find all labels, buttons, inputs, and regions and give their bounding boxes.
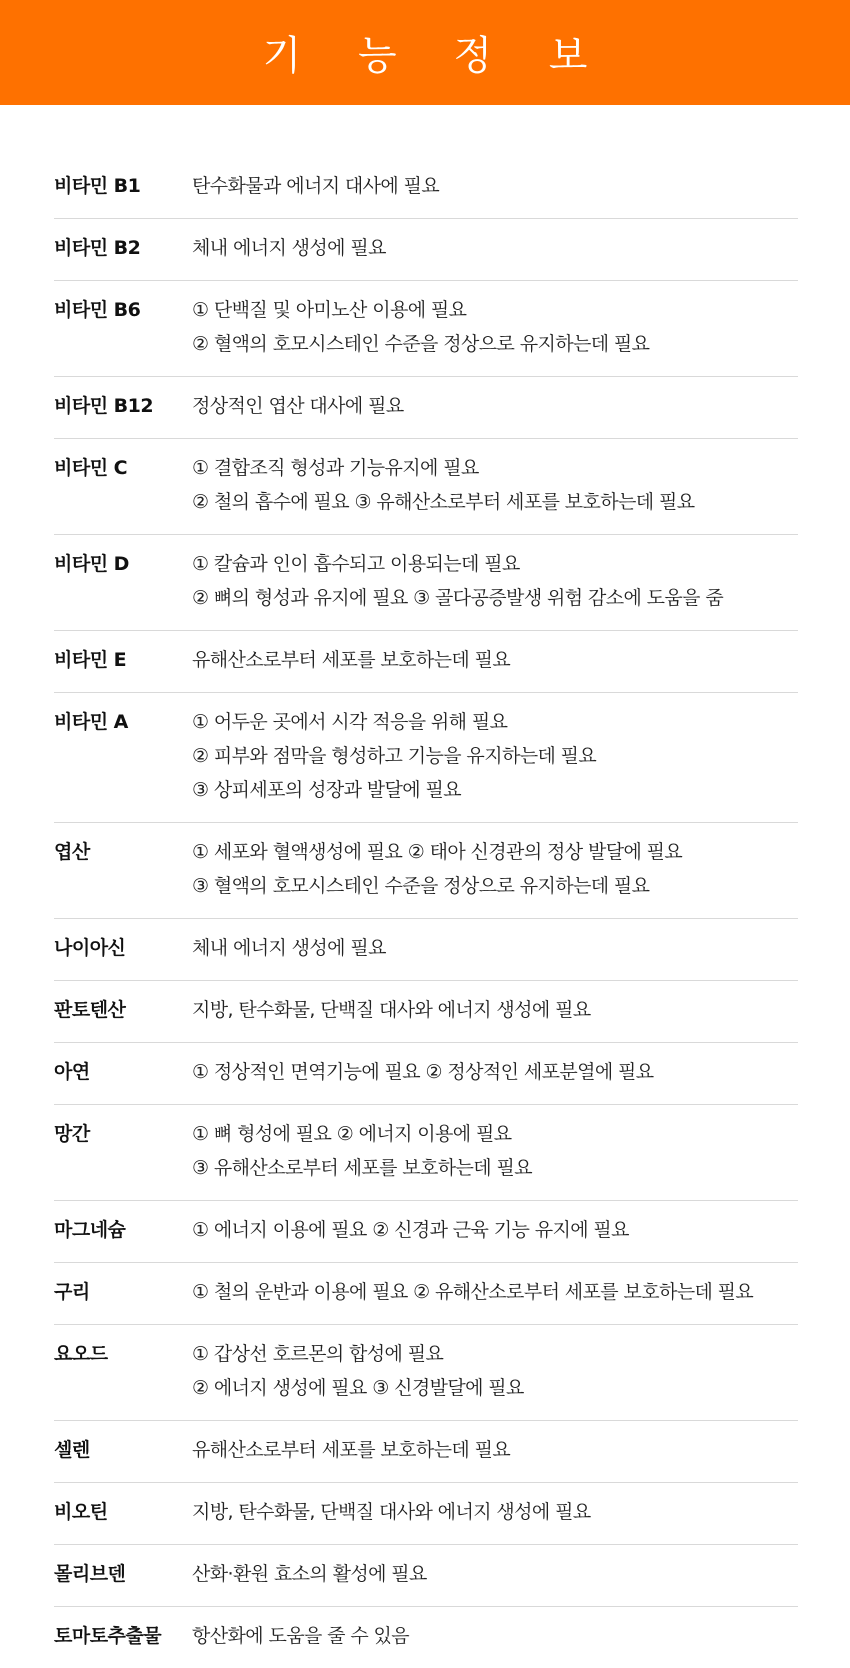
- description-line: ① 세포와 혈액생성에 필요 ② 태아 신경관의 정상 발달에 필요: [192, 841, 683, 863]
- function-description: [192, 1622, 798, 1653]
- function-description: [192, 838, 798, 903]
- nutrient-name: 비타민 B6: [54, 299, 141, 321]
- function-description: [192, 234, 798, 265]
- description-line: 지방, 탄수화물, 단백질 대사와 에너지 생성에 필요: [192, 1501, 591, 1523]
- table-row: [54, 1201, 798, 1263]
- table-row: [54, 535, 798, 631]
- table-row: [54, 919, 798, 981]
- function-description: [192, 708, 798, 807]
- function-description: [192, 1560, 798, 1591]
- nutrient-name: 요오드: [54, 1343, 108, 1365]
- table-row: [54, 981, 798, 1043]
- description-line: 체내 에너지 생성에 필요: [192, 237, 386, 259]
- description-line: ① 결합조직 형성과 기능유지에 필요: [192, 457, 479, 479]
- header-banner: [0, 0, 850, 105]
- description-line: ③ 혈액의 호모시스테인 수준을 정상으로 유지하는데 필요: [192, 875, 650, 897]
- table-row: [54, 1483, 798, 1545]
- nutrient-name: 비타민 D: [54, 553, 129, 575]
- table-row: [54, 281, 798, 377]
- description-line: 항산화에 도움을 줄 수 있음: [192, 1625, 410, 1647]
- function-description: [192, 550, 798, 615]
- table-row: [54, 1263, 798, 1325]
- description-line: 산화·환원 효소의 활성에 필요: [192, 1563, 427, 1585]
- description-line: ③ 유해산소로부터 세포를 보호하는데 필요: [192, 1157, 533, 1179]
- function-description: [192, 646, 798, 677]
- table-row: [54, 631, 798, 693]
- description-line: 지방, 탄수화물, 단백질 대사와 에너지 생성에 필요: [192, 999, 591, 1021]
- nutrient-name: 마그네슘: [54, 1219, 126, 1241]
- nutrient-name: 비오틴: [54, 1501, 108, 1523]
- function-description: [192, 296, 798, 361]
- table-row: [54, 157, 798, 219]
- function-description: [192, 1278, 798, 1309]
- nutrient-name: 엽산: [54, 841, 90, 863]
- function-info-table: [54, 157, 798, 1668]
- nutrient-name: 비타민 A: [54, 711, 128, 733]
- description-line: ① 정상적인 면역기능에 필요 ② 정상적인 세포분열에 필요: [192, 1061, 654, 1083]
- description-line: ① 갑상선 호르몬의 합성에 필요: [192, 1343, 444, 1365]
- table-row: [54, 1105, 798, 1201]
- nutrient-name: 비타민 E: [54, 649, 127, 671]
- function-description: [192, 1340, 798, 1405]
- table-row: [54, 439, 798, 535]
- description-line: ② 피부와 점막을 형성하고 기능을 유지하는데 필요: [192, 745, 597, 767]
- function-description: [192, 996, 798, 1027]
- description-line: ① 에너지 이용에 필요 ② 신경과 근육 기능 유지에 필요: [192, 1219, 629, 1241]
- function-description: [192, 1498, 798, 1529]
- nutrient-name: 판토텐산: [54, 999, 126, 1021]
- description-line: 유해산소로부터 세포를 보호하는데 필요: [192, 1439, 511, 1461]
- description-line: ② 철의 흡수에 필요 ③ 유해산소로부터 세포를 보호하는데 필요: [192, 491, 695, 513]
- table-row: [54, 1043, 798, 1105]
- function-description: [192, 392, 798, 423]
- description-line: ② 에너지 생성에 필요 ③ 신경발달에 필요: [192, 1377, 524, 1399]
- function-description: [192, 454, 798, 519]
- description-line: 체내 에너지 생성에 필요: [192, 937, 386, 959]
- description-line: ① 단백질 및 아미노산 이용에 필요: [192, 299, 467, 321]
- nutrient-name: 아연: [54, 1061, 90, 1083]
- table-row: [54, 1545, 798, 1607]
- description-line: ② 혈액의 호모시스테인 수준을 정상으로 유지하는데 필요: [192, 333, 650, 355]
- table-row: [54, 823, 798, 919]
- function-description: [192, 934, 798, 965]
- nutrient-name: 비타민 B1: [54, 175, 141, 197]
- description-line: ③ 상피세포의 성장과 발달에 필요: [192, 779, 461, 801]
- nutrient-name: 비타민 B12: [54, 395, 154, 417]
- nutrient-name: 비타민 B2: [54, 237, 141, 259]
- description-line: ② 뼈의 형성과 유지에 필요 ③ 골다공증발생 위험 감소에 도움을 줌: [192, 587, 724, 609]
- table-row: [54, 1421, 798, 1483]
- description-line: ① 철의 운반과 이용에 필요 ② 유해산소로부터 세포를 보호하는데 필요: [192, 1281, 754, 1303]
- function-description: [192, 1216, 798, 1247]
- nutrient-name: 몰리브덴: [54, 1563, 126, 1585]
- table-row: [54, 219, 798, 281]
- description-line: 탄수화물과 에너지 대사에 필요: [192, 175, 440, 197]
- function-description: [192, 172, 798, 203]
- description-line: 유해산소로부터 세포를 보호하는데 필요: [192, 649, 511, 671]
- table-row: [54, 693, 798, 823]
- description-line: ① 뼈 형성에 필요 ② 에너지 이용에 필요: [192, 1123, 512, 1145]
- nutrient-name: 비타민 C: [54, 457, 128, 479]
- description-line: ① 칼슘과 인이 흡수되고 이용되는데 필요: [192, 553, 520, 575]
- nutrient-name: 셀렌: [54, 1439, 90, 1461]
- function-description: [192, 1436, 798, 1467]
- function-description: [192, 1120, 798, 1185]
- nutrient-name: 구리: [54, 1281, 90, 1303]
- description-line: 정상적인 엽산 대사에 필요: [192, 395, 404, 417]
- table-row: [54, 377, 798, 439]
- function-description: [192, 1058, 798, 1089]
- table-row: [54, 1325, 798, 1421]
- nutrient-name: 망간: [54, 1123, 90, 1145]
- page-title: 기 능 정 보: [262, 33, 610, 79]
- table-row: [54, 1607, 798, 1668]
- nutrient-name: 토마토추출물: [54, 1625, 162, 1647]
- nutrient-name: 나이아신: [54, 937, 126, 959]
- description-line: ① 어두운 곳에서 시각 적응을 위해 필요: [192, 711, 508, 733]
